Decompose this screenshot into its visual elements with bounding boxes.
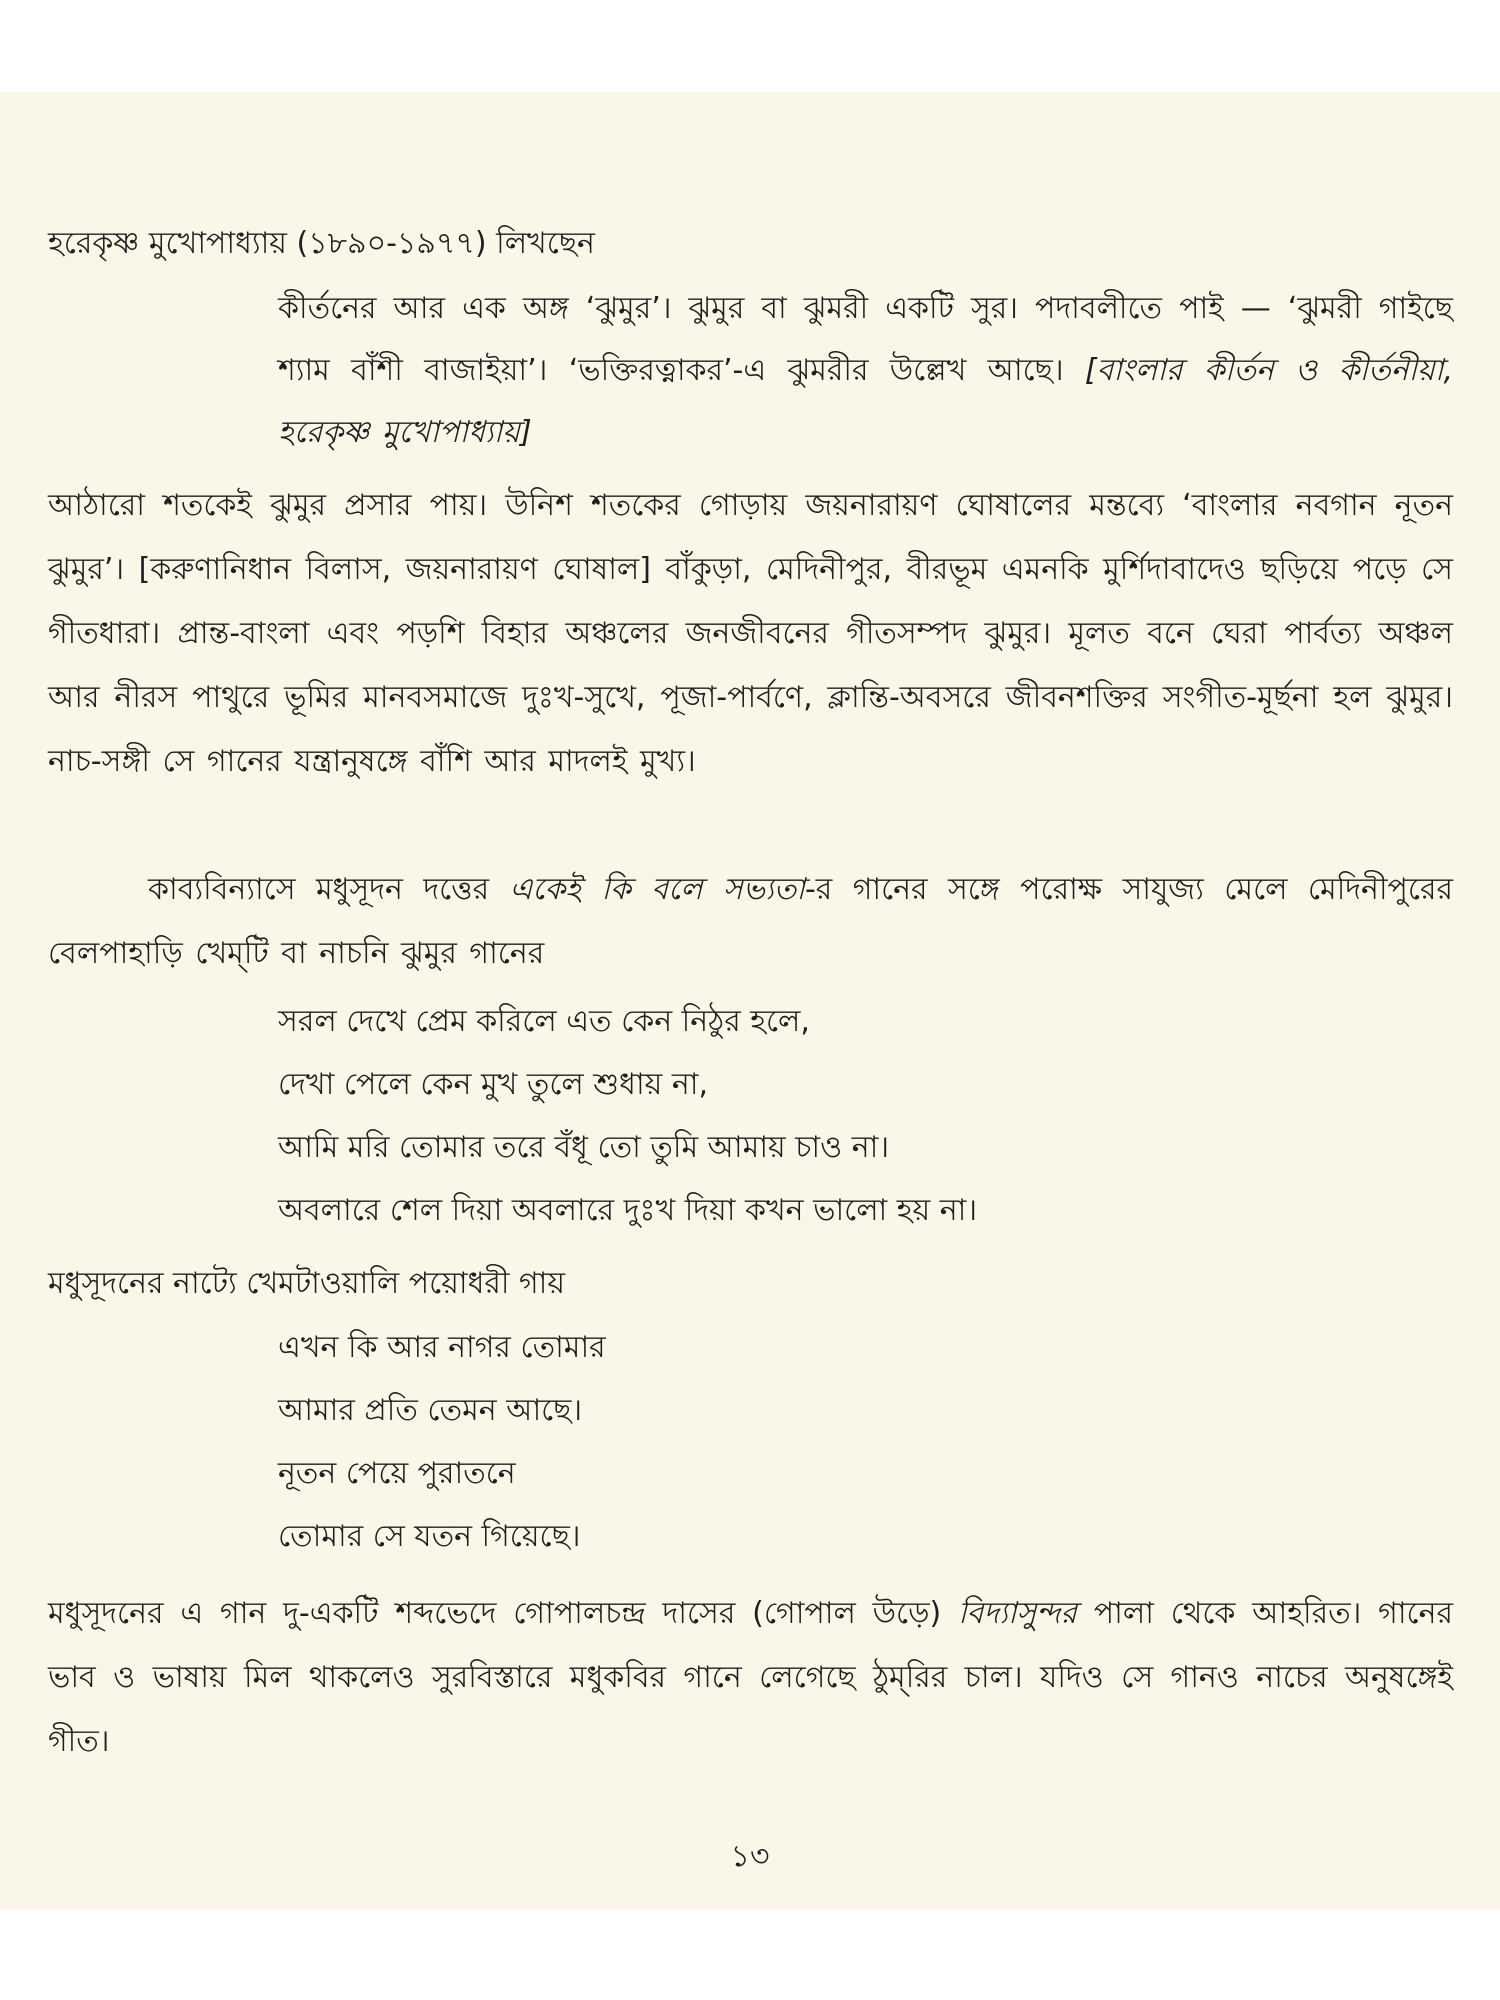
verse-intro-line: মধুসূদনের নাট্যে খেমটাওয়ালি পয়োধরী গায় [48,1266,566,1301]
intro-line: হরেকৃষ্ণ মুখোপাধ্যায় (১৮৯০-১৯৭৭) লিখছেন [48,226,595,261]
paragraph-3-text-a: মধুসূদনের এ গান দু-একটি শব্দভেদে গোপালচন্দ্র দাসের (গোপাল উড়ে) [48,1596,959,1631]
paragraph-2-text-a: কাব্যবিন্যাসে মধুসূদন দত্তের [148,872,510,907]
verse-line: অবলারে শেল দিয়া অবলারে দুঃখ দিয়া কখন ভালো হয় না। [278,1193,978,1228]
verse-1 [278,990,1378,1242]
block-quote [278,278,1453,464]
quote-text: কীর্তনের আর এক অঙ্গ ‘ঝুমুর’। ঝুমুর বা ঝুমরী একটি সুর। পদাবলীতে পাই — ‘ঝুমরী গাইছে শ্যাম বাঁশী বাজাইয়া’। ‘ভক্তিরত্নাকর’-এ ঝুমরীর উল্লেখ আছে। [278,291,1453,388]
page-number: ১৩ [730,1839,770,1874]
paragraph-2-text-b: -র গানের সঙ্গে পরোক্ষ সাযুজ্য মেলে মেদিনীপুরের বেলপাহাড়ি খেম্‌টি বা নাচনি ঝুমুর গানের [48,872,1453,971]
quote-citation: [বাংলার কীর্তন ও কীর্তনীয়া, হরেকৃষ্ণ মুখোপাধ্যায়] [278,353,1453,450]
verse-line: আমার প্রতি তেমন আছে। [278,1393,583,1428]
verse-line: নূতন পেয়ে পুরাতনে [278,1456,516,1491]
verse-line: সরল দেখে প্রেম করিলে এত কেন নিঠুর হলে, [278,1004,810,1039]
verse-line: আমি মরি তোমার তরে বঁধূ তো তুমি আমায় চাও না। [278,1130,890,1165]
paragraph-3-text-b: পালা থেকে আহরিত। গানের ভাব ও ভাষায় মিল থাকলেও সুরবিস্তারে মধুকবির গানে লেগেছে ঠুম্‌রির চাল। যদিও সে গানও নাচের অনুষঙ্গেই গীত। [48,1596,1453,1759]
verse-line: দেখা পেলে কেন মুখ তুলে শুধায় না, [278,1067,708,1102]
paragraph-2 [48,858,1453,986]
verse-2 [278,1316,1378,1568]
book-page [0,92,1500,1910]
paragraph-1: আঠারো শতকেই ঝুমুর প্রসার পায়। উনিশ শতকের গোড়ায় জয়নারায়ণ ঘোষালের মন্তব্যে ‘বাংলার নবগান নূতন ঝুমুর’। [করুণানিধান বিলাস, জয়নারায়ণ ঘোষাল] বাঁকুড়া, মেদিনীপুর, বীরভূম এমনকি মুর্শিদাবাদেও ছড়িয়ে পড়ে সে গীতধারা। প্রান্ত-বাংলা এবং পড়শি বিহার অঞ্চলের জনজীবনের গীতসম্পদ ঝুমুর। মূলত বনে ঘেরা পার্বত্য অঞ্চল আর নীরস পাথুরে ভূমির মানবসমাজে দুঃখ-সুখে, পূজা-পার্বণে, ক্লান্তি-অবসরে জীবনশক্তির সংগীত-মূর্ছনা হল ঝুমুর। নাচ-সঙ্গী সে গানের যন্ত্রানুষঙ্গে বাঁশি আর মাদলই মুখ্য। [48,488,1453,779]
play-title: বিদ্যাসুন্দর [958,1596,1077,1631]
verse-line: তোমার সে যতন গিয়েছে। [278,1519,581,1554]
verse-line: এখন কি আর নাগর তোমার [278,1330,606,1365]
paragraph-3 [48,1582,1453,1774]
play-title: একেই কি বলে সভ্যতা [509,872,805,907]
